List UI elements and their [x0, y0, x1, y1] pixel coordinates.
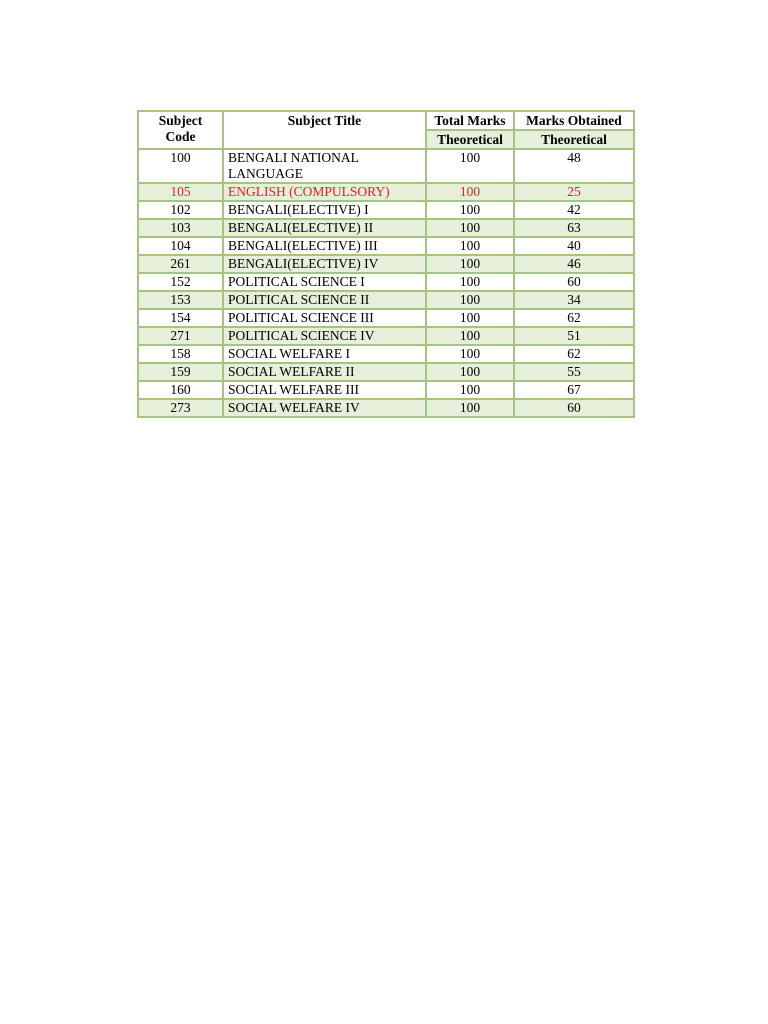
marks-obtained-cell: 40 [514, 237, 634, 255]
total-marks-cell: 100 [426, 399, 514, 417]
marks-obtained-cell: 25 [514, 183, 634, 201]
marks-obtained-header: Marks Obtained [514, 111, 634, 130]
subject-code-cell: 273 [138, 399, 223, 417]
table-row [138, 399, 634, 417]
marks-obtained-cell: 34 [514, 291, 634, 309]
subject-code-cell: 160 [138, 381, 223, 399]
subject-title-cell: POLITICAL SCIENCE III [223, 309, 426, 327]
table-row [138, 363, 634, 381]
subject-title-cell: SOCIAL WELFARE I [223, 345, 426, 363]
subject-code-cell: 105 [138, 183, 223, 201]
subject-title-cell: SOCIAL WELFARE IV [223, 399, 426, 417]
marks-obtained-cell: 46 [514, 255, 634, 273]
subject-code-cell: 102 [138, 201, 223, 219]
subject-title-cell: ENGLISH (COMPULSORY) [223, 183, 426, 201]
marks-table [137, 110, 635, 418]
table-row [138, 327, 634, 345]
marks-obtained-cell: 48 [514, 149, 634, 183]
subject-code-cell: 152 [138, 273, 223, 291]
subject-title-cell: SOCIAL WELFARE III [223, 381, 426, 399]
subject-title-cell: SOCIAL WELFARE II [223, 363, 426, 381]
subject-code-cell: 271 [138, 327, 223, 345]
total-marks-cell: 100 [426, 381, 514, 399]
subject-title-cell: POLITICAL SCIENCE II [223, 291, 426, 309]
table-row [138, 273, 634, 291]
table-row [138, 201, 634, 219]
table-row [138, 255, 634, 273]
subject-code-cell: 154 [138, 309, 223, 327]
table-header-row [138, 111, 634, 130]
subject-code-cell: 103 [138, 219, 223, 237]
subject-code-cell: 158 [138, 345, 223, 363]
total-marks-cell: 100 [426, 273, 514, 291]
total-marks-cell: 100 [426, 255, 514, 273]
obtained-theoretical-header: Theoretical [514, 130, 634, 149]
subject-code-cell: 153 [138, 291, 223, 309]
table-row [138, 309, 634, 327]
total-marks-cell: 100 [426, 345, 514, 363]
total-marks-cell: 100 [426, 201, 514, 219]
subject-code-header: Subject Code [138, 111, 223, 149]
marks-obtained-cell: 67 [514, 381, 634, 399]
subject-title-cell: BENGALI(ELECTIVE) III [223, 237, 426, 255]
total-theoretical-header: Theoretical [426, 130, 514, 149]
table-row [138, 183, 634, 201]
table-row [138, 149, 634, 183]
total-marks-cell: 100 [426, 309, 514, 327]
subject-title-cell: BENGALI(ELECTIVE) IV [223, 255, 426, 273]
total-marks-cell: 100 [426, 291, 514, 309]
total-marks-cell: 100 [426, 363, 514, 381]
marks-obtained-cell: 62 [514, 309, 634, 327]
marks-obtained-cell: 51 [514, 327, 634, 345]
marks-obtained-cell: 55 [514, 363, 634, 381]
marks-obtained-cell: 63 [514, 219, 634, 237]
subject-title-header: Subject Title [223, 111, 426, 149]
marks-obtained-cell: 62 [514, 345, 634, 363]
subject-title-cell: BENGALI(ELECTIVE) I [223, 201, 426, 219]
total-marks-cell: 100 [426, 327, 514, 345]
subject-title-cell: POLITICAL SCIENCE I [223, 273, 426, 291]
subject-code-cell: 104 [138, 237, 223, 255]
table-body [138, 149, 634, 417]
marks-obtained-cell: 60 [514, 399, 634, 417]
table-row [138, 345, 634, 363]
table-row [138, 291, 634, 309]
marks-obtained-cell: 42 [514, 201, 634, 219]
total-marks-header: Total Marks [426, 111, 514, 130]
table-row [138, 381, 634, 399]
subject-title-cell: BENGALI(ELECTIVE) II [223, 219, 426, 237]
total-marks-cell: 100 [426, 237, 514, 255]
marks-sheet [137, 110, 633, 418]
subject-title-cell: POLITICAL SCIENCE IV [223, 327, 426, 345]
marks-obtained-cell: 60 [514, 273, 634, 291]
total-marks-cell: 100 [426, 219, 514, 237]
total-marks-cell: 100 [426, 149, 514, 183]
subject-code-cell: 261 [138, 255, 223, 273]
subject-title-cell: BENGALI NATIONAL LANGUAGE [223, 149, 426, 183]
subject-code-cell: 100 [138, 149, 223, 183]
total-marks-cell: 100 [426, 183, 514, 201]
subject-code-cell: 159 [138, 363, 223, 381]
table-row [138, 237, 634, 255]
table-row [138, 219, 634, 237]
